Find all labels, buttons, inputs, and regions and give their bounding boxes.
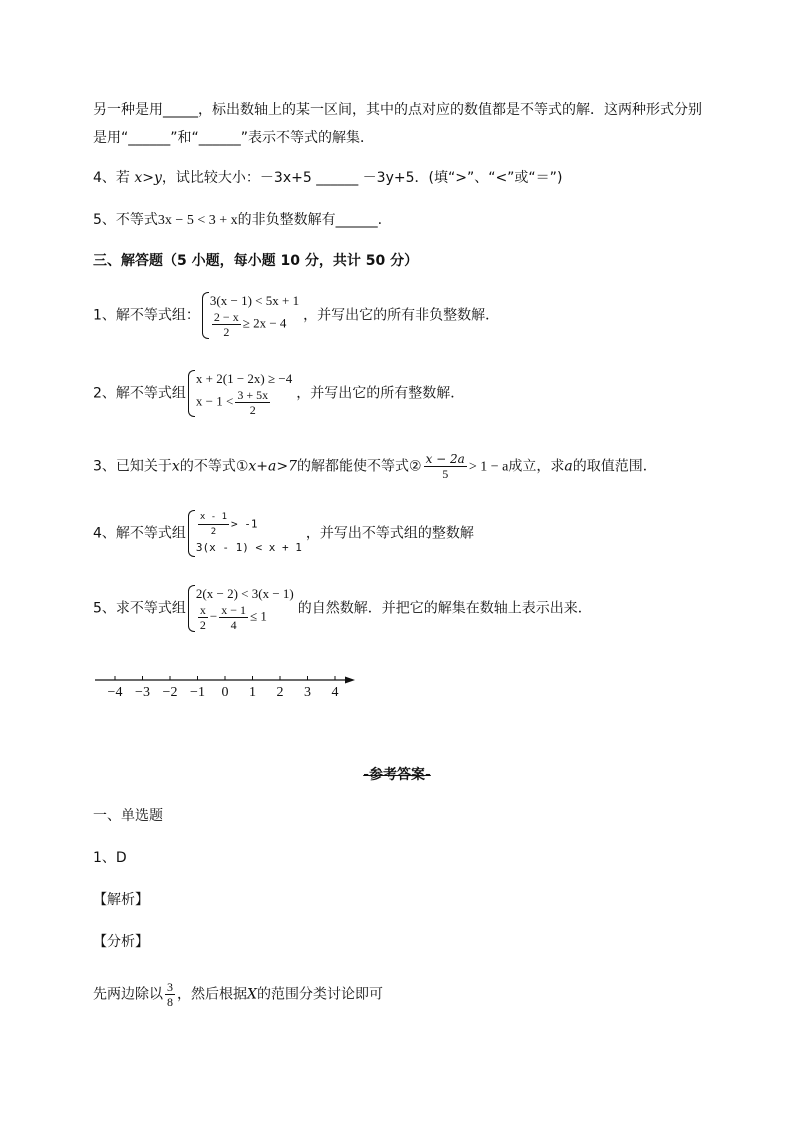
fill-question-4 [93, 168, 562, 188]
q5-system: 2(x − 2) < 3(x − 1) $\frac{x}{2}$ − $\frac{x - 1}{4}$ ≤ 1 [188, 585, 294, 632]
answer-title: -参考答案- [363, 767, 431, 783]
section-heading: 三、解答题（5 小题，每小题 10 分，共计 50 分） [93, 253, 419, 269]
q1-system [202, 292, 299, 339]
q5-frac1-den: 2 [199, 618, 206, 632]
tick-label: −4 [107, 685, 123, 700]
q3-mid1: 的不等式① [179, 458, 249, 475]
q4-mid: ，试比较大小： [161, 170, 260, 186]
answer-text-suffix: 的范围分类讨论即可 [256, 986, 383, 1003]
q5-frac2-num: x − 1 [221, 603, 247, 617]
q1-frac-num: 2 − x [213, 310, 239, 324]
answer-frac-num: 3 [167, 980, 173, 994]
answer-frac-den: 8 [167, 995, 173, 1009]
q5-row1: 2(x − 2) < 3(x − 1) [195, 586, 294, 601]
q5-suffix: 的非负整数解有______. [237, 212, 383, 228]
q1-frac-den: 2 [223, 325, 230, 339]
q4-system [188, 510, 302, 557]
answer-section: 一、单选题 [93, 808, 163, 824]
q3-frac-num: x − 2a [425, 452, 465, 466]
tick-label: −2 [162, 685, 178, 700]
answer-var-x: X [247, 986, 257, 1003]
tick-label: 2 [276, 685, 284, 700]
tick-label: −1 [190, 685, 205, 700]
q3-suffix-b: 的取值范围． [572, 458, 657, 475]
question-4 [93, 510, 474, 557]
brace-icon [188, 370, 195, 417]
tick-label: 3 [304, 685, 311, 700]
q4-frac-den: 2 [210, 527, 217, 537]
q5s-suffix: 的自然数解．并把它的解集在数轴上表示出来． [297, 600, 592, 617]
q4s-suffix: ，并写出不等式组的整数解 [305, 525, 474, 542]
answer-text [93, 980, 383, 1009]
q5-frac2-den: 4 [230, 618, 237, 632]
q5-prefix: 5、不等式 [93, 212, 158, 228]
q4-frac-num: x - 1 [198, 510, 229, 525]
answer-item: 1、D [93, 850, 127, 866]
analysis-label: 【解析】 [93, 892, 149, 908]
q3-frac-den: 5 [442, 467, 449, 481]
q3-suffix-a: 成立，求 [508, 458, 565, 475]
fenxi-label: 【分析】 [93, 934, 149, 950]
brace-icon [202, 292, 209, 339]
answer-text-prefix: 先两边除以 [93, 986, 163, 1003]
q2-row2-left: x − 1 < [195, 393, 234, 409]
q1-prefix: 1、解不等式组： [93, 307, 200, 324]
q4-expr2: －3y+5 [362, 170, 415, 186]
q5-row2-rest: ≤ 1 [250, 608, 267, 624]
text-line-1: 另一种是用_____，标出数轴上的某一区间，其中的点对应的数值都是不等式的解．这两种形式分别 [93, 102, 702, 118]
q4-expr1: －3x+5 [259, 170, 312, 186]
brace-icon [188, 585, 195, 632]
q2-row1: x + 2(1 − 2x) ≥ −4 [195, 371, 293, 386]
tick-label: 4 [331, 685, 339, 700]
q3-ineq1: x+a>7 [248, 458, 298, 475]
brace-icon [188, 510, 195, 557]
question-3 [93, 452, 657, 481]
fill-question-5 [93, 210, 382, 231]
q3-var-a: a [564, 458, 573, 475]
q3-var-x: x [171, 458, 180, 475]
tick-label: −3 [135, 685, 150, 700]
number-line [93, 672, 363, 704]
q2-frac-num: 3 + 5x [237, 388, 269, 402]
q3-prefix: 3、已知关于 [93, 458, 172, 475]
answer-text-mid: ，然后根据 [177, 986, 247, 1003]
q2-prefix: 2、解不等式组 [93, 385, 186, 402]
question-5 [93, 585, 592, 632]
q4-blank: ______ [311, 170, 363, 186]
q3-mid2: 的解都能使不等式② [297, 458, 422, 475]
q5-frac1-num: x [199, 603, 206, 617]
tick-label: 1 [249, 685, 256, 700]
q1-row2-rest: ≥ 2x − 4 [242, 315, 287, 331]
q4-row2: 3(x - 1) < x + 1 [195, 541, 302, 554]
text-line-2: 是用“______”和“______”表示不等式的解集． [93, 130, 375, 146]
q5-expression: 3x − 5 < 3 + x [157, 213, 238, 228]
q4s-prefix: 4、解不等式组 [93, 525, 186, 542]
question-1 [93, 292, 499, 339]
q2-system [188, 370, 292, 417]
q2-suffix: ，并写出它的所有整数解． [296, 385, 465, 402]
q5s-prefix: 5、求不等式组 [93, 600, 186, 617]
q2-frac-den: 2 [249, 403, 256, 417]
q4-condition: x>y [134, 170, 162, 186]
q4-row1-rest: > -1 [231, 517, 258, 531]
q4-suffix: ．(填“>”、“<”或“＝”) [414, 170, 563, 186]
arrow-right-icon [345, 677, 355, 684]
tick-label: 0 [221, 685, 229, 700]
q1-row1: 3(x − 1) < 5x + 1 [209, 293, 300, 308]
question-2 [93, 370, 464, 417]
q3-rest: > 1 − a [468, 459, 509, 475]
q1-suffix: ，并写出它的所有非负整数解． [303, 307, 500, 324]
q4-prefix: 4、若 [93, 170, 135, 186]
